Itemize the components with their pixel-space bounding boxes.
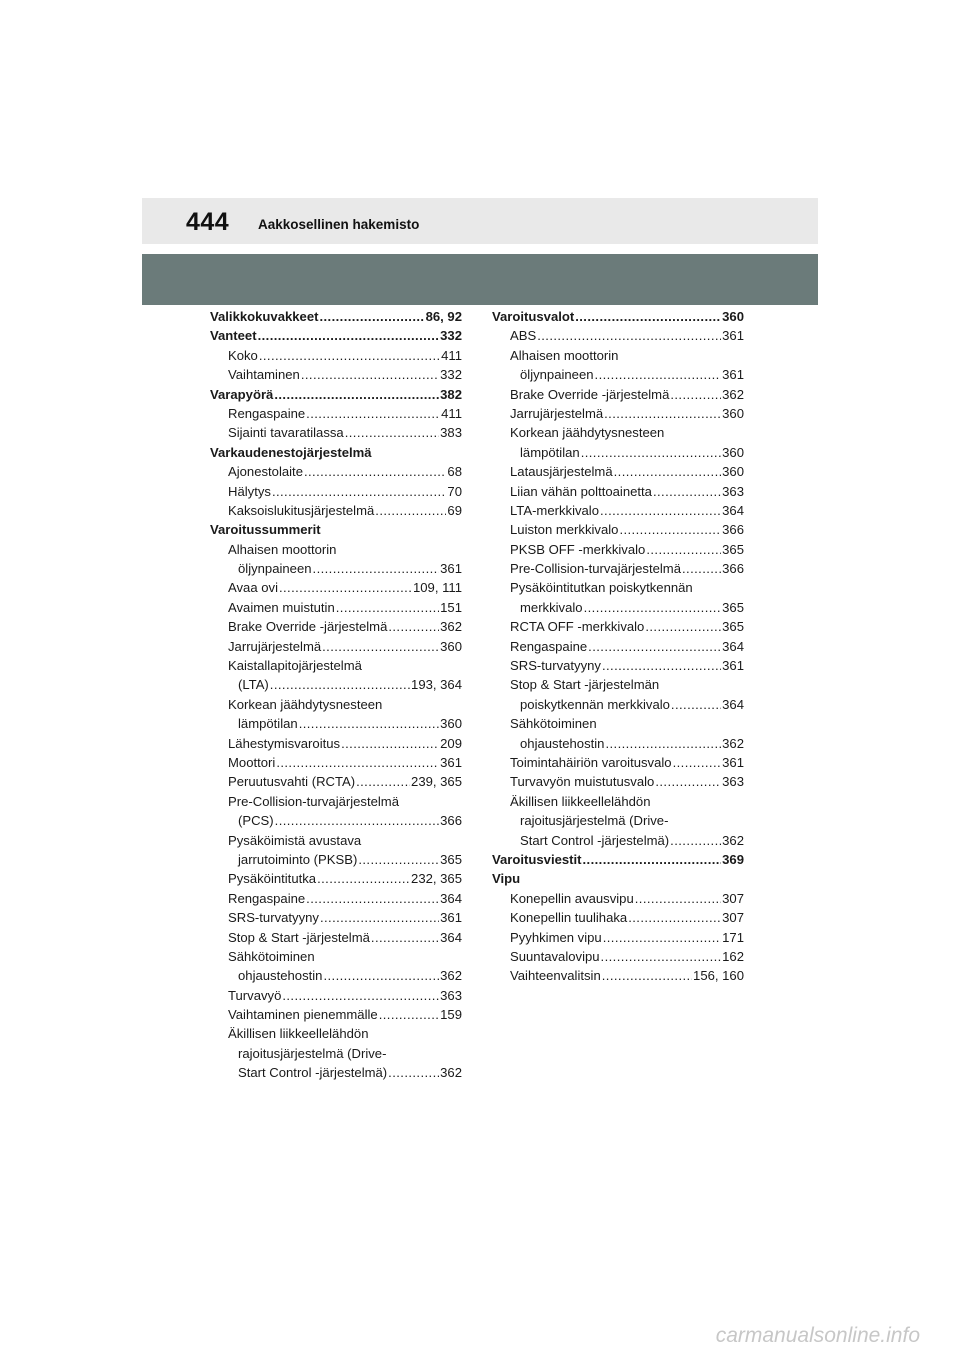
index-entry-text: Äkillisen liikkeellelähdön — [510, 793, 651, 809]
index-column-right — [492, 307, 744, 986]
index-entry — [492, 578, 744, 597]
index-entry — [492, 501, 744, 520]
index-entry-page: 365 — [722, 619, 744, 635]
index-entry-page: 361 — [440, 910, 462, 926]
dot-leader — [388, 617, 439, 636]
index-entry-page: 332 — [440, 328, 462, 344]
index-entry — [210, 1005, 462, 1024]
index-entry-page: 86, 92 — [425, 309, 462, 324]
dot-leader — [323, 966, 439, 985]
index-entry-page: 362 — [440, 1065, 462, 1081]
index-entry — [210, 1063, 462, 1082]
index-entry-text: Varoitussummerit — [210, 522, 321, 538]
index-entry-page: 364 — [440, 890, 462, 906]
dot-leader — [673, 753, 722, 772]
page-number: 444 — [186, 208, 230, 236]
index-column-left — [210, 307, 462, 1083]
index-entry-text: Vaihteenvalitsin — [510, 968, 601, 984]
index-entry-text: PKSB OFF -merkkivalo — [510, 541, 646, 557]
dot-leader — [655, 772, 721, 791]
index-entry — [210, 753, 462, 772]
index-entry-page: 360 — [440, 638, 462, 654]
dot-leader — [603, 928, 721, 947]
index-entry-page: 363 — [722, 774, 744, 790]
dot-leader — [320, 908, 439, 927]
index-entry-page: 360 — [440, 716, 462, 732]
index-entry — [210, 966, 462, 985]
index-entry — [210, 326, 462, 345]
index-entry — [492, 598, 744, 617]
index-entry-text: ohjaustehostin — [238, 968, 323, 984]
index-entry-text: (LTA) — [238, 677, 269, 693]
dot-leader — [375, 501, 446, 520]
index-entry — [492, 559, 744, 578]
index-entry-page: 156, 160 — [693, 968, 744, 984]
index-entry — [492, 850, 744, 869]
index-entry — [210, 714, 462, 733]
index-entry-page: 362 — [722, 386, 744, 402]
index-entry-page: 364 — [722, 638, 744, 654]
index-entry-text: Varkaudenestojärjestelmä — [210, 444, 372, 460]
header-bar — [142, 198, 818, 244]
dot-leader — [304, 462, 446, 481]
index-entry-page: 366 — [722, 561, 744, 577]
index-entry-page: 361 — [722, 754, 744, 770]
index-entry — [210, 307, 462, 326]
index-entry — [210, 1044, 462, 1063]
index-entry-text: Brake Override -järjestelmä — [510, 386, 670, 402]
index-entry — [210, 443, 462, 462]
index-entry — [210, 695, 462, 714]
index-entry-page: 307 — [722, 910, 744, 926]
index-entry-text: Avaimen muistutin — [228, 599, 335, 615]
index-entry — [492, 908, 744, 927]
index-entry — [492, 695, 744, 714]
dot-leader — [602, 966, 692, 985]
index-entry-text: Alhaisen moottorin — [510, 347, 619, 363]
index-entry — [492, 423, 744, 442]
index-entry-text: Kaksoislukitusjärjestelmä — [228, 502, 375, 518]
index-entry-page: 193, 364 — [411, 677, 462, 693]
dot-leader — [371, 928, 439, 947]
index-entry — [210, 540, 462, 559]
dot-leader — [258, 326, 440, 345]
index-entry — [210, 578, 462, 597]
index-entry-page: 151 — [440, 599, 462, 615]
index-entry-text: öljynpaineen — [520, 367, 594, 383]
index-entry — [492, 385, 744, 404]
index-entry-text: Konepellin avausvipu — [510, 890, 634, 906]
index-entry-text: SRS-turvatyyny — [228, 910, 319, 926]
index-entry-text: Rengaspaine — [510, 638, 588, 654]
index-entry-text: Pyyhkimen vipu — [510, 929, 602, 945]
dot-leader — [358, 850, 439, 869]
index-entry-page: 365 — [722, 599, 744, 615]
index-entry-page: 364 — [722, 502, 744, 518]
index-entry-text: Ajonestolaite — [228, 464, 303, 480]
index-entry-text: Vanteet — [210, 328, 257, 344]
index-entry-page: 363 — [440, 987, 462, 1003]
index-entry — [492, 869, 744, 888]
index-entry — [492, 482, 744, 501]
index-entry-text: Rengaspaine — [228, 405, 306, 421]
dot-leader — [299, 714, 439, 733]
dot-leader — [341, 734, 439, 753]
dot-leader — [279, 578, 412, 597]
index-entry — [210, 385, 462, 404]
index-entry-page: 239, 365 — [411, 774, 462, 790]
index-entry-text: merkkivalo — [520, 599, 583, 615]
index-entry-page: 360 — [722, 444, 744, 460]
index-entry — [492, 714, 744, 733]
index-entry — [492, 443, 744, 462]
index-entry — [492, 889, 744, 908]
index-entry — [210, 908, 462, 927]
index-entry-text: Konepellin tuulihaka — [510, 910, 628, 926]
index-entry-text: Start Control -järjestelmä) — [520, 832, 670, 848]
header-band — [142, 254, 818, 305]
dot-leader — [313, 559, 440, 578]
index-entry-page: 307 — [722, 890, 744, 906]
index-entry-page: 364 — [440, 929, 462, 945]
index-entry-page: 162 — [722, 948, 744, 964]
index-entry — [210, 365, 462, 384]
index-entry — [210, 501, 462, 520]
index-entry-text: Sähkötoiminen — [228, 948, 315, 964]
index-entry-text: (PCS) — [238, 813, 274, 829]
dot-leader — [670, 831, 721, 850]
index-entry-text: Peruutusvahti (RCTA) — [228, 774, 356, 790]
index-entry-text: rajoitusjärjestelmä (Drive- — [238, 1045, 387, 1061]
index-entry-text: Jarrujärjestelmä — [228, 638, 322, 654]
index-entry-text: Stop & Start -järjestelmä — [228, 929, 370, 945]
index-entry-page: 69 — [447, 502, 462, 518]
index-entry-page: 361 — [440, 561, 462, 577]
index-entry-text: Hälytys — [228, 483, 271, 499]
dot-leader — [306, 404, 440, 423]
dot-leader — [600, 501, 721, 520]
index-entry-text: Toimintahäiriön varoitusvalo — [510, 754, 672, 770]
index-entry-text: Pre-Collision-turvajärjestelmä — [228, 793, 399, 809]
index-entry — [210, 520, 462, 539]
index-entry — [210, 462, 462, 481]
index-entry-text: Turvavyön muistutusvalo — [510, 774, 655, 790]
index-entry-text: ABS — [510, 328, 537, 344]
index-entry-text: Brake Override -järjestelmä — [228, 619, 388, 635]
index-entry — [492, 326, 744, 345]
index-entry — [210, 617, 462, 636]
index-entry-text: öljynpaineen — [238, 561, 312, 577]
index-entry — [492, 404, 744, 423]
dot-leader — [537, 326, 721, 345]
index-entry-page: 363 — [722, 483, 744, 499]
dot-leader — [671, 695, 721, 714]
index-entry — [210, 792, 462, 811]
index-entry-text: Liian vähän polttoainetta — [510, 483, 652, 499]
index-entry — [210, 928, 462, 947]
index-entry-page: 360 — [722, 464, 744, 480]
index-entry-text: Vaihtaminen — [228, 367, 300, 383]
dot-leader — [272, 482, 446, 501]
index-entry-page: 369 — [722, 851, 744, 867]
section-title: Aakkosellinen hakemisto — [258, 217, 420, 232]
index-entry — [210, 559, 462, 578]
dot-leader — [575, 307, 721, 326]
index-entry-text: Korkean jäähdytysnesteen — [228, 696, 383, 712]
index-entry-page: 411 — [441, 347, 462, 363]
index-entry-text: Lähestymisvaroitus — [228, 735, 341, 751]
index-entry-text: Alhaisen moottorin — [228, 541, 337, 557]
index-entry-page: 411 — [441, 405, 462, 421]
index-entry-page: 68 — [447, 464, 462, 480]
index-entry-text: Valikkokuvakkeet — [210, 309, 319, 324]
index-entry-page: 365 — [440, 851, 462, 867]
dot-leader — [379, 1005, 439, 1024]
index-entry — [492, 966, 744, 985]
index-entry-page: 360 — [722, 405, 744, 421]
index-entry-text: Sijainti tavaratilassa — [228, 425, 344, 441]
index-entry — [210, 656, 462, 675]
dot-leader — [306, 889, 439, 908]
index-entry — [210, 831, 462, 850]
index-entry-text: jarrutoiminto (PKSB) — [238, 851, 358, 867]
index-entry-text: Korkean jäähdytysnesteen — [510, 425, 665, 441]
index-entry — [492, 540, 744, 559]
index-entry-page: 366 — [722, 522, 744, 538]
index-entry-text: Vipu — [492, 871, 521, 887]
dot-leader — [601, 947, 722, 966]
dot-leader — [581, 443, 721, 462]
dot-leader — [635, 889, 721, 908]
index-entry — [492, 520, 744, 539]
index-entry-page: 159 — [440, 1007, 462, 1023]
index-entry-text: Varoitusvalot — [492, 309, 575, 324]
index-entry-text: RCTA OFF -merkkivalo — [510, 619, 645, 635]
dot-leader — [670, 385, 721, 404]
index-entry-text: Kaistallapitojärjestelmä — [228, 658, 362, 674]
index-entry-page: 362 — [722, 832, 744, 848]
dot-leader — [583, 850, 722, 869]
index-entry — [492, 831, 744, 850]
index-entry — [492, 346, 744, 365]
index-entry-text: Avaa ovi — [228, 580, 278, 596]
index-entry — [492, 928, 744, 947]
dot-leader — [276, 753, 439, 772]
index-entry — [492, 637, 744, 656]
index-entry-page: 232, 365 — [411, 871, 462, 887]
index-entry — [210, 1024, 462, 1043]
index-entry-text: LTA-merkkivalo — [510, 502, 600, 518]
index-entry-text: lämpötilan — [520, 444, 580, 460]
index-entry — [492, 675, 744, 694]
index-entry — [210, 598, 462, 617]
index-entry-page: 383 — [440, 425, 462, 441]
index-entry-text: Varoitusviestit — [492, 851, 582, 867]
dot-leader — [588, 637, 721, 656]
dot-leader — [319, 307, 424, 326]
index-entry-page: 171 — [722, 929, 744, 945]
dot-leader — [282, 986, 439, 1005]
index-entry — [492, 617, 744, 636]
index-entry-page: 360 — [722, 309, 744, 324]
dot-leader — [653, 482, 721, 501]
index-entry — [492, 811, 744, 830]
index-entry — [210, 947, 462, 966]
index-entry-text: Rengaspaine — [228, 890, 306, 906]
index-entry — [492, 947, 744, 966]
index-entry-text: Äkillisen liikkeellelähdön — [228, 1026, 369, 1042]
index-entry-page: 362 — [440, 619, 462, 635]
index-entry — [492, 365, 744, 384]
index-entry-text: ohjaustehostin — [520, 735, 605, 751]
index-entry-page: 361 — [722, 367, 744, 383]
index-entry-text: Pysäköintitutka — [228, 871, 317, 887]
dot-leader — [275, 811, 439, 830]
dot-leader — [628, 908, 721, 927]
index-entry — [492, 792, 744, 811]
dot-leader — [646, 540, 721, 559]
index-entry-text: Luiston merkkivalo — [510, 522, 619, 538]
dot-leader — [317, 869, 410, 888]
index-entry — [492, 753, 744, 772]
dot-leader — [322, 637, 439, 656]
index-entry-page: 362 — [722, 735, 744, 751]
dot-leader — [301, 365, 439, 384]
dot-leader — [274, 385, 439, 404]
index-entry-text: Start Control -järjestelmä) — [238, 1065, 388, 1081]
index-entry-page: 361 — [722, 328, 744, 344]
dot-leader — [605, 734, 721, 753]
index-entry-page: 362 — [440, 968, 462, 984]
index-entry-text: Pre-Collision-turvajärjestelmä — [510, 561, 681, 577]
dot-leader — [356, 772, 410, 791]
dot-leader — [619, 520, 721, 539]
index-entry-page: 209 — [440, 735, 462, 751]
dot-leader — [259, 346, 440, 365]
index-entry — [492, 462, 744, 481]
dot-leader — [602, 656, 721, 675]
dot-leader — [604, 404, 721, 423]
index-entry — [210, 772, 462, 791]
index-entry-text: Varapyörä — [210, 386, 274, 402]
index-entry — [210, 346, 462, 365]
index-entry-text: Jarrujärjestelmä — [510, 405, 604, 421]
index-entry-page: 366 — [440, 813, 462, 829]
index-entry-page: 361 — [440, 754, 462, 770]
index-entry — [492, 734, 744, 753]
index-entry-text: Pysäköimistä avustava — [228, 832, 362, 848]
index-entry — [210, 889, 462, 908]
index-entry — [210, 675, 462, 694]
dot-leader — [682, 559, 721, 578]
index-entry — [210, 404, 462, 423]
watermark: carmanualsonline.info — [715, 1324, 920, 1347]
dot-leader — [584, 598, 722, 617]
index-entry-page: 365 — [722, 541, 744, 557]
index-entry-text: Suuntavalovipu — [510, 948, 600, 964]
index-entry-page: 332 — [440, 367, 462, 383]
index-entry-text: Stop & Start -järjestelmän — [510, 677, 660, 693]
dot-leader — [345, 423, 439, 442]
dot-leader — [645, 617, 721, 636]
index-entry-page: 109, 111 — [412, 580, 462, 596]
index-entry — [492, 772, 744, 791]
index-entry-text: lämpötilan — [238, 716, 298, 732]
index-entry — [210, 811, 462, 830]
dot-leader — [595, 365, 722, 384]
index-entry — [210, 850, 462, 869]
index-entry — [210, 637, 462, 656]
index-entry — [492, 656, 744, 675]
index-entry — [210, 869, 462, 888]
dot-leader — [388, 1063, 439, 1082]
index-entry-text: Vaihtaminen pienemmälle — [228, 1007, 378, 1023]
index-entry-text: Moottori — [228, 754, 276, 770]
index-entry-text: Pysäköintitutkan poiskytkennän — [510, 580, 693, 596]
dot-leader — [270, 675, 410, 694]
dot-leader — [614, 462, 722, 481]
index-entry-text: SRS-turvatyyny — [510, 658, 601, 674]
index-entry-page: 70 — [447, 483, 462, 499]
index-entry-text: Turvavyö — [228, 987, 282, 1003]
index-entry-text: poiskytkennän merkkivalo — [520, 696, 670, 712]
index-entry — [210, 423, 462, 442]
index-entry-text: Sähkötoiminen — [510, 716, 597, 732]
dot-leader — [336, 598, 439, 617]
index-entry-text: Koko — [228, 347, 258, 363]
index-entry-text: rajoitusjärjestelmä (Drive- — [520, 813, 669, 829]
index-entry — [210, 482, 462, 501]
index-entry-page: 361 — [722, 658, 744, 674]
index-entry — [492, 307, 744, 326]
index-entry — [210, 986, 462, 1005]
index-entry-text: Latausjärjestelmä — [510, 464, 613, 480]
index-entry-page: 364 — [722, 696, 744, 712]
index-entry — [210, 734, 462, 753]
index-entry-page: 382 — [440, 386, 462, 402]
